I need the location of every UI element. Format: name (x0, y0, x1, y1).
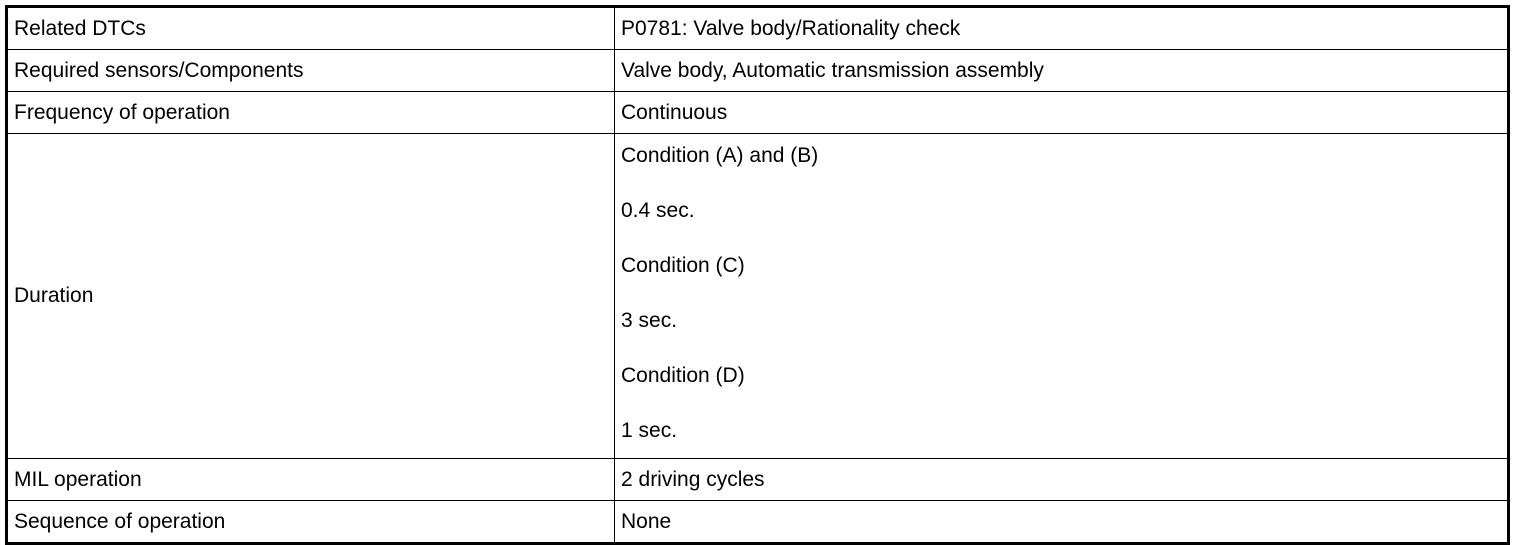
table-row (7, 7, 1509, 50)
duration-line: Condition (C) (621, 254, 745, 277)
row-value: 2 driving cycles (615, 459, 1509, 501)
row-label: Related DTCs (7, 7, 615, 50)
table-row-duration (7, 134, 1509, 459)
duration-line: 0.4 sec. (621, 199, 695, 222)
duration-line: 3 sec. (621, 309, 678, 332)
row-value: None (615, 501, 1509, 544)
duration-values (615, 134, 1509, 459)
duration-line: Condition (D) (621, 364, 745, 387)
row-label: MIL operation (7, 459, 615, 501)
row-value: Continuous (615, 92, 1509, 134)
spec-table (5, 5, 1510, 545)
table-row (7, 459, 1509, 501)
table-row (7, 92, 1509, 134)
duration-line: Condition (A) and (B) (621, 144, 819, 167)
table-row (7, 50, 1509, 92)
row-label: Frequency of operation (7, 92, 615, 134)
row-value: Valve body, Automatic transmission assembly (615, 50, 1509, 92)
row-label: Required sensors/Components (7, 50, 615, 92)
duration-line: 1 sec. (621, 419, 678, 442)
row-value: P0781: Valve body/Rationality check (615, 7, 1509, 50)
row-label: Sequence of operation (7, 501, 615, 544)
row-label: Duration (7, 134, 615, 459)
table-row (7, 501, 1509, 544)
